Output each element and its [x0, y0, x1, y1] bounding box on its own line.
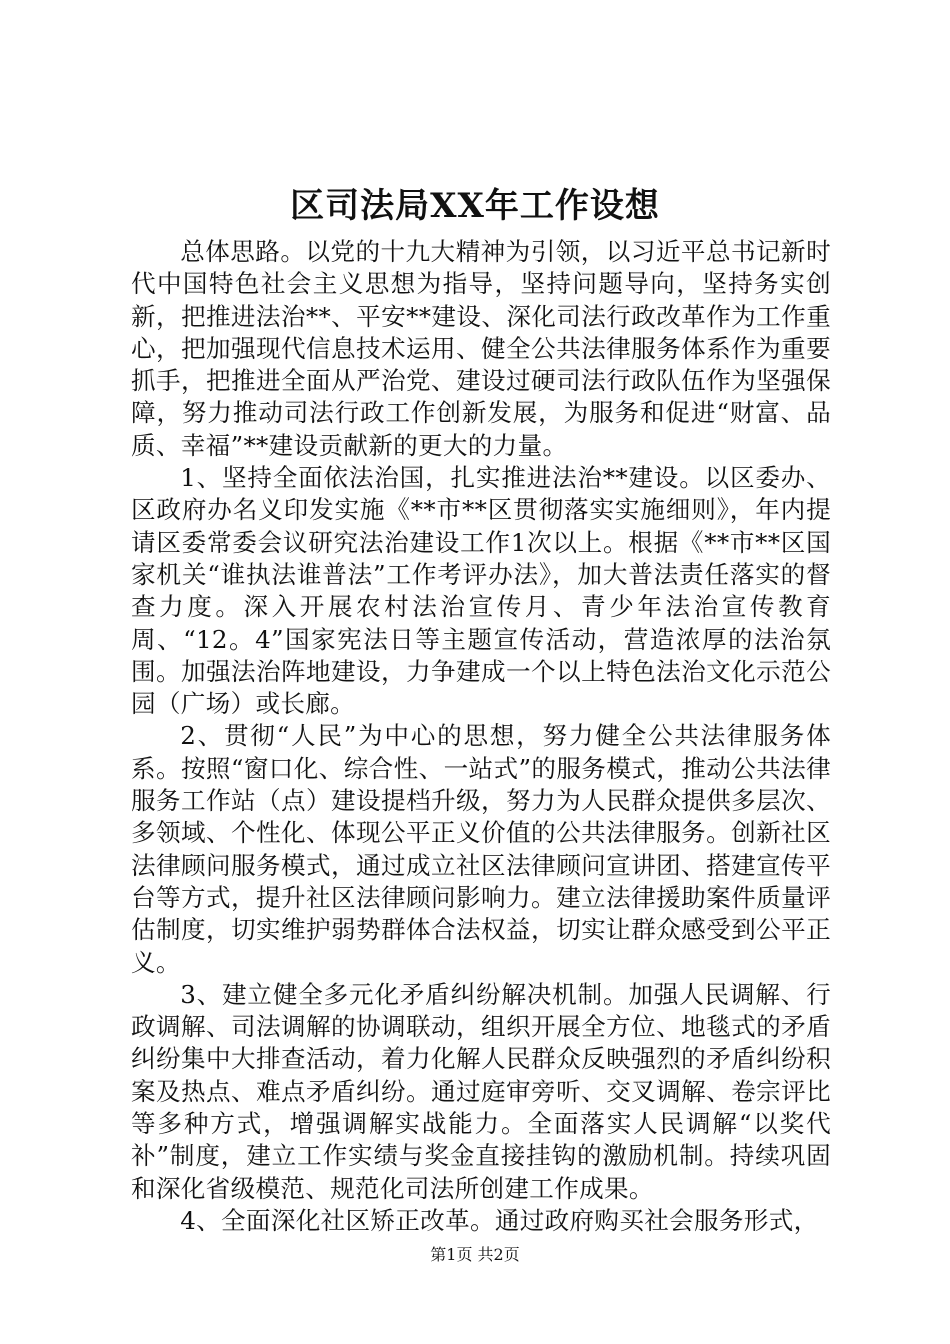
- document-title: 区司法局XX年工作设想: [290, 186, 660, 226]
- document-body: [131, 236, 831, 1237]
- paragraph-item-3: 3、建立健全多元化矛盾纠纷解决机制。加强人民调解、行政调解、司法调解的协调联动，组织开展全方位、地毯式的矛盾纠纷集中大排查活动，着力化解人民群众反映强烈的矛盾纠纷积案及热点、难点矛盾纠纷。通过庭审旁听、交叉调解、卷宗评比等多种方式，增强调解实战能力。全面落实人民调解“以奖代补”制度，建立工作实绩与奖金直接挂钩的激励机制。持续巩固和深化省级模范、规范化司法所创建工作成果。: [131, 979, 831, 1203]
- page-footer: 第1页 共2页: [430, 1245, 520, 1264]
- paragraph-item-4: 4、全面深化社区矫正改革。通过政府购买社会服务形式，: [180, 1205, 819, 1235]
- paragraph-overview: 总体思路。以党的十九大精神为引领，以习近平总书记新时代中国特色社会主义思想为指导，坚持问题导向，坚持务实创新，把推进法治**、平安**建设、深化司法行政改革作为工作重心，把加强现代信息技术运用、健全公共法律服务体系作为重要抓手，把推进全面从严治党、建设过硬司法行政队伍作为坚强保障，努力推动司法行政工作创新发展，为服务和促进“财富、品质、幸福”**建设贡献新的更大的力量。: [131, 237, 831, 460]
- paragraph-item-2: 2、贯彻“人民”为中心的思想，努力健全公共法律服务体系。按照“窗口化、综合性、一站式”的服务模式，推动公共法律服务工作站（点）建设提档升级，努力为人民群众提供多层次、多领域、个性化、体现公平正义价值的公共法律服务。创新社区法律顾问服务模式，通过成立社区法律顾问宣讲团、搭建宣传平台等方式，提升社区法律顾问影响力。建立法律援助案件质量评估制度，切实维护弱势群体合法权益，切实让群众感受到公平正义。: [131, 721, 831, 977]
- paragraph-item-1: 1、坚持全面依法治国，扎实推进法治**建设。以区委办、区政府办名义印发实施《**市**区贯彻落实实施细则》，年内提请区委常委会议研究法治建设工作1次以上。根据《**市**区国家机关“谁执法谁普法”工作考评办法》，加大普法责任落实的督查力度。深入开展农村法治宣传月、青少年法治宣传教育周、“12。4”国家宪法日等主题宣传活动，营造浓厚的法治氛围。加强法治阵地建设，力争建成一个以上特色法治文化示范公园（广场）或长廊。: [131, 463, 831, 719]
